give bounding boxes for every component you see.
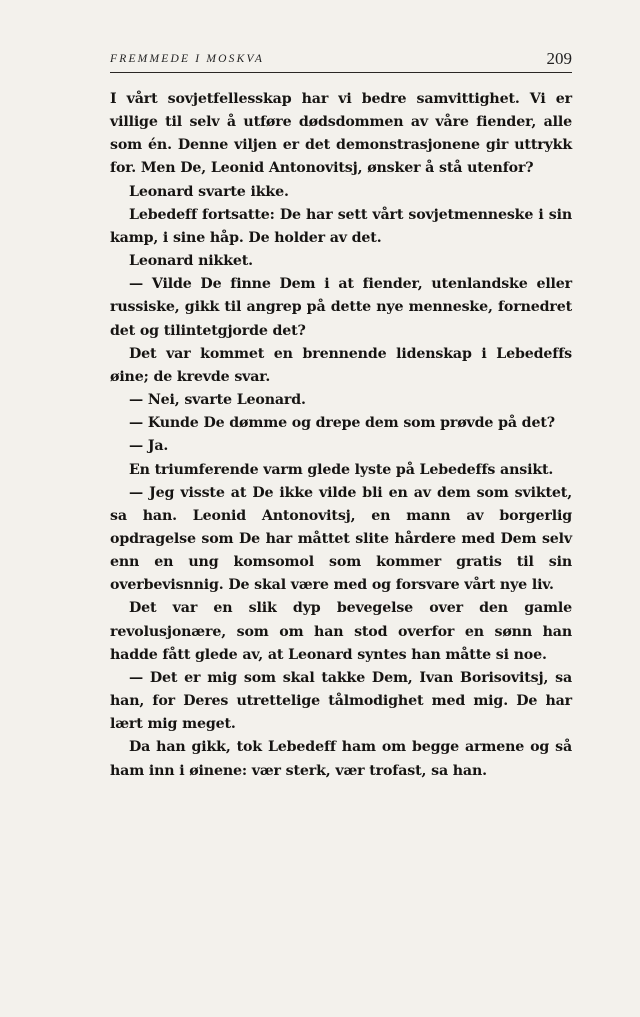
paragraph: — Jeg visste at De ikke vilde bli en av dem som sviktet, sa han. Leonid Antonovitsj, en mann av borgerlig opdragelse som De har måttet slite hårdere med Dem selv enn en ung komsomol som kommer gratis til sin overbevisnnig. De skal være med og forsvare vårt nye liv. xyxy=(110,484,572,594)
paragraph: Det var en slik dyp bevegelse over den gamle revolusjonære, som om han stod overfor en sønn han hadde fått glede av, at Leonard syntes han måtte si noe. xyxy=(110,600,572,663)
paragraph: En triumferende varm glede lyste på Lebedeffs ansikt. xyxy=(129,461,554,478)
paragraph: Det var kommet en brennende lidenskap i Lebedeffs øine; de krevde svar. xyxy=(110,345,572,385)
page-number: 209 xyxy=(546,49,572,68)
paragraph: Leonard nikket. xyxy=(129,253,253,270)
paragraph: — Kunde De dømme og drepe dem som prøvde på det? xyxy=(129,415,555,432)
paragraph: — Vilde De finne Dem i at fiender, utenlandske eller russiske, gikk til angrep på dette nye menneske, fornedret det og tilintetgjorde det? xyxy=(110,276,572,339)
running-title: FREMMEDE I MOSKVA xyxy=(110,53,265,65)
paragraph: — Nei, svarte Leonard. xyxy=(129,392,306,409)
running-header xyxy=(110,49,572,73)
paragraph: Da han gikk, tok Lebedeff ham om begge armene og så ham inn i øinene: vær sterk, vær trofast, sa han. xyxy=(110,739,572,779)
paragraph: I vårt sovjetfellesskap har vi bedre samvittighet. Vi er villige til selv å utføre dødsdommen av våre fiender, alle som én. Denne viljen er det demonstrasjonene gir uttrykk for. Men De, Leonid Antonovitsj, ønsker å stå utenfor? xyxy=(110,91,572,177)
paragraph: Lebedeff fortsatte: De har sett vårt sovjetmenneske i sin kamp, i sine håp. De holder av det. xyxy=(110,206,572,246)
paragraph: — Ja. xyxy=(129,438,169,455)
paragraph: — Det er mig som skal takke Dem, Ivan Borisovitsj, sa han, for Deres utrettelige tålmodighet med mig. De har lært mig meget. xyxy=(110,669,572,733)
paragraph: Leonard svarte ikke. xyxy=(129,183,289,200)
body-text xyxy=(110,88,572,783)
